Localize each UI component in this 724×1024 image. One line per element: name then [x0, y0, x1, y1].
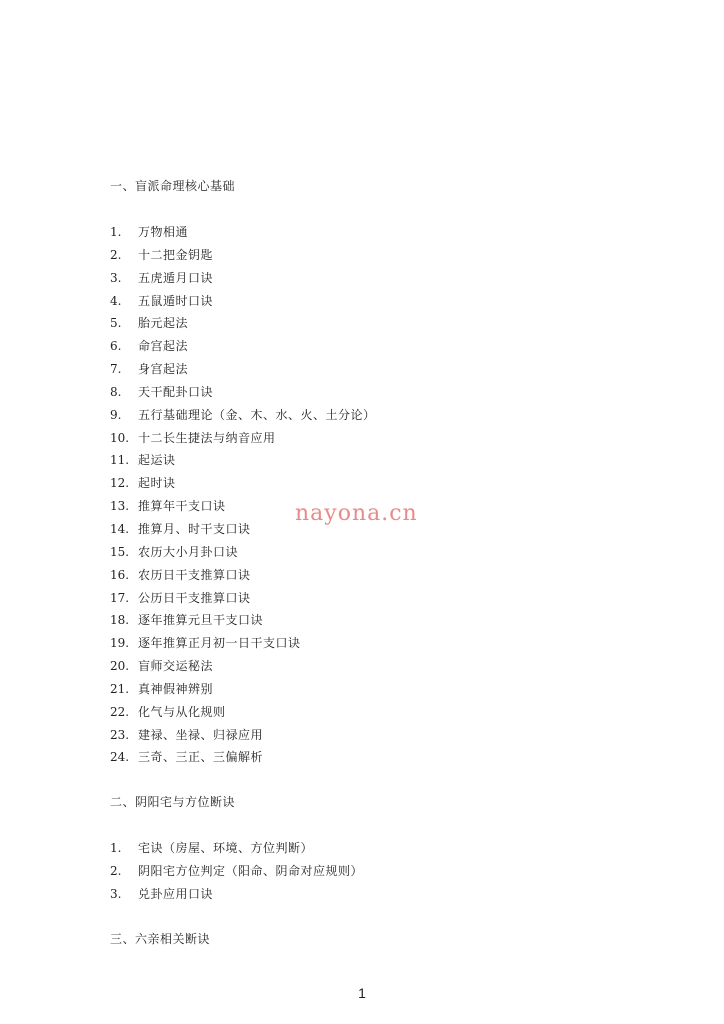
list-item-number: 4.	[110, 293, 122, 308]
list-item-number: 17.	[110, 590, 130, 605]
watermark-text: nayona.cn	[295, 501, 418, 526]
list-item-text: 逐年推算元旦干支口诀	[138, 613, 264, 628]
list-item	[110, 475, 376, 498]
list-item-text: 阴阳宅方位判定（阳命、阴命对应规则）	[138, 863, 364, 878]
list-item	[110, 635, 376, 658]
list-item-number: 19.	[110, 636, 130, 651]
list-item-number: 9.	[110, 407, 122, 422]
list-item	[110, 407, 376, 430]
list-item-number: 3.	[110, 270, 122, 285]
list-item-text: 逐年推算正月初一日干支口诀	[138, 636, 301, 651]
list-item	[110, 224, 376, 247]
list-item	[110, 338, 376, 361]
list-item	[110, 384, 376, 407]
list-item-number: 20.	[110, 659, 130, 674]
list-item	[110, 270, 376, 293]
list-item	[110, 681, 376, 704]
section-title-2: 二、阴阳宅与方位断诀	[110, 795, 236, 809]
list-item-number: 2.	[110, 863, 122, 878]
list-item	[110, 727, 376, 750]
list-item	[110, 886, 363, 909]
section-list-1	[110, 224, 376, 772]
list-item	[110, 840, 363, 863]
section-title-1: 一、盲派命理核心基础	[110, 179, 236, 193]
list-item	[110, 247, 376, 270]
list-item-text: 建禄、坐禄、归禄应用	[138, 727, 264, 742]
list-item-number: 10.	[110, 430, 130, 445]
list-item-text: 盲师交运秘法	[138, 659, 214, 674]
list-item-text: 化气与从化规则	[138, 704, 226, 719]
list-item-text: 宅诀（房屋、环境、方位判断）	[138, 841, 314, 855]
section-title-3: 三、六亲相关断诀	[110, 932, 211, 946]
list-item-text: 农历大小月卦口诀	[138, 544, 239, 559]
list-item	[110, 704, 376, 727]
list-item	[110, 452, 376, 475]
list-item	[110, 361, 376, 384]
list-item-text: 十二长生捷法与纳音应用	[138, 430, 276, 445]
list-item	[110, 315, 376, 338]
list-item-number: 22.	[110, 704, 130, 719]
list-item-number: 16.	[110, 567, 130, 582]
list-item-number: 12.	[110, 476, 130, 491]
list-item-number: 5.	[110, 316, 122, 331]
list-item-text: 五行基础理论（金、木、水、火、土分论）	[138, 407, 376, 422]
list-item-number: 7.	[110, 362, 122, 377]
list-item-number: 21.	[110, 681, 130, 696]
list-item	[110, 430, 376, 453]
list-item-number: 2.	[110, 247, 122, 262]
section-list-2	[110, 840, 363, 909]
list-item-number: 8.	[110, 384, 122, 399]
list-item-number: 11.	[110, 453, 130, 468]
list-item-text: 三奇、三正、三偏解析	[138, 750, 264, 765]
list-item	[110, 749, 376, 772]
list-item-text: 天干配卦口诀	[138, 384, 214, 399]
list-item-number: 14.	[110, 521, 130, 536]
list-item-number: 1.	[110, 841, 122, 855]
list-item	[110, 612, 376, 635]
list-item-number: 13.	[110, 499, 130, 514]
list-item	[110, 863, 363, 886]
list-item-number: 18.	[110, 613, 130, 628]
list-item-number: 23.	[110, 727, 130, 742]
list-item-text: 十二把金钥匙	[138, 247, 214, 262]
list-item-text: 五鼠遁时口诀	[138, 293, 214, 308]
list-item-number: 6.	[110, 339, 122, 354]
list-item-text: 身宫起法	[138, 362, 189, 377]
list-item	[110, 567, 376, 590]
list-item-text: 五虎遁月口诀	[138, 270, 214, 285]
list-item	[110, 590, 376, 613]
list-item-text: 公历日干支推算口诀	[138, 590, 251, 605]
list-item-text: 起运诀	[138, 453, 176, 468]
list-item-text: 胎元起法	[138, 316, 189, 331]
list-item-number: 3.	[110, 886, 122, 901]
list-item-number: 15.	[110, 544, 130, 559]
list-item-text: 万物相通	[138, 225, 189, 239]
list-item-text: 推算月、时干支口诀	[138, 521, 251, 536]
list-item-text: 真神假神辨别	[138, 681, 214, 696]
list-item	[110, 544, 376, 567]
page-number: 1	[358, 985, 366, 1001]
list-item-text: 兑卦应用口诀	[138, 886, 214, 901]
list-item-text: 起时诀	[138, 476, 176, 491]
list-item-number: 24.	[110, 750, 130, 765]
list-item	[110, 293, 376, 316]
list-item-number: 1.	[110, 225, 122, 239]
list-item-text: 命宫起法	[138, 339, 189, 354]
list-item-text: 推算年干支口诀	[138, 499, 226, 514]
list-item	[110, 658, 376, 681]
list-item-text: 农历日干支推算口诀	[138, 567, 251, 582]
